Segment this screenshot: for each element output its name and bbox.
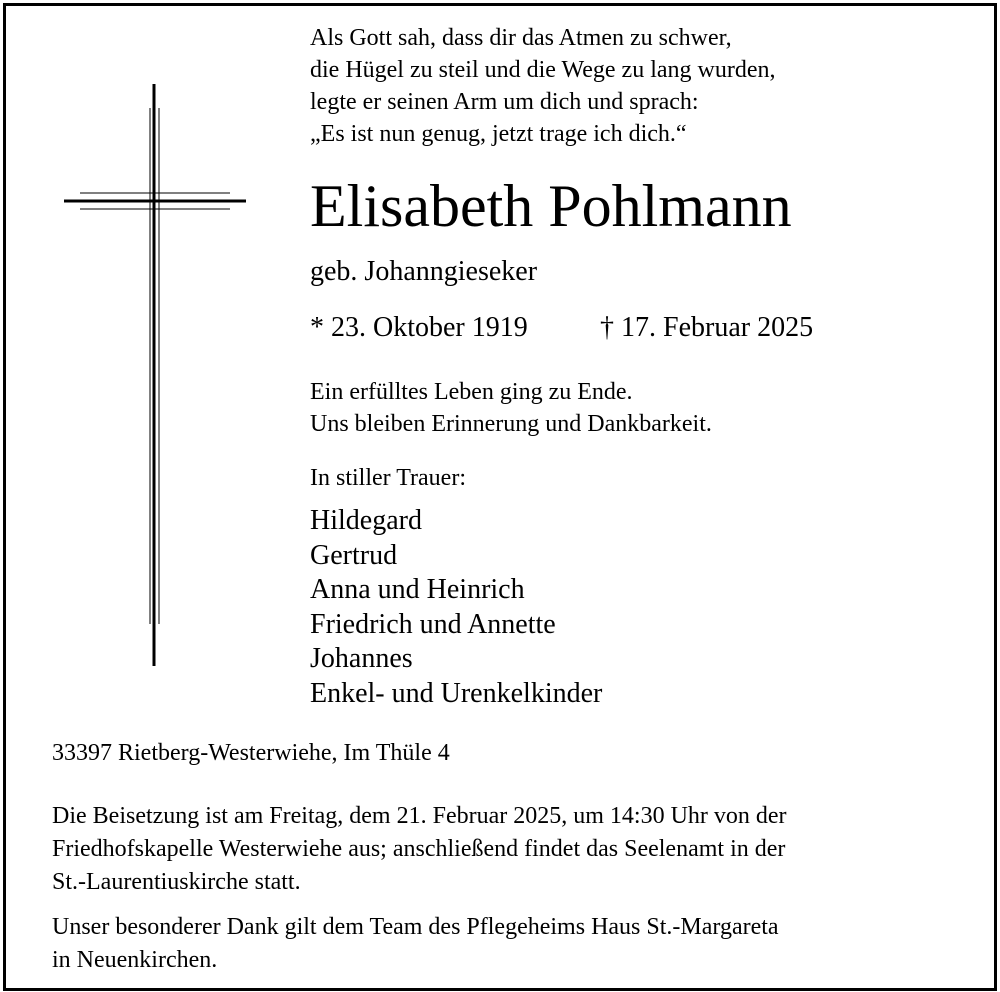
birth-date: * 23. Oktober 1919 [310, 312, 528, 343]
family-list [310, 504, 602, 712]
poem-line: Als Gott sah, dass dir das Atmen zu schwer, [310, 25, 732, 51]
birth-name: geb. Johanngieseker [310, 256, 538, 287]
family-member: Johannes [310, 643, 413, 675]
family-member: Anna und Heinrich [310, 574, 525, 606]
funeral-line: Friedhofskapelle Westerwiehe aus; anschließend findet das Seelenamt in der [52, 836, 786, 862]
thanks-note [52, 911, 779, 977]
poem-line: die Hügel zu steil und die Wege zu lang wurden, [310, 57, 776, 83]
address: 33397 Rietberg-Westerwiehe, Im Thüle 4 [52, 740, 450, 766]
life-text-line: Ein erfülltes Leben ging zu Ende. [310, 379, 633, 405]
family-member: Gertrud [310, 539, 398, 571]
poem [310, 22, 776, 150]
thanks-line: Unser besonderer Dank gilt dem Team des Pflegeheims Haus St.-Margareta [52, 914, 779, 940]
life-text-line: Uns bleiben Erinnerung und Dankbarkeit. [310, 411, 712, 437]
funeral-info [52, 800, 787, 899]
cross-icon [64, 84, 246, 668]
funeral-line: St.-Laurentiuskirche statt. [52, 869, 301, 895]
thanks-line: in Neuenkirchen. [52, 947, 218, 973]
mourning-label: In stiller Trauer: [310, 465, 466, 491]
family-member: Friedrich und Annette [310, 608, 556, 640]
funeral-line: Die Beisetzung ist am Freitag, dem 21. Februar 2025, um 14:30 Uhr von der [52, 803, 787, 829]
family-member: Enkel- und Urenkelkinder [310, 677, 603, 709]
poem-line: „Es ist nun genug, jetzt trage ich dich.“ [310, 121, 687, 147]
death-date: † 17. Februar 2025 [600, 312, 814, 343]
deceased-name: Elisabeth Pohlmann [310, 173, 792, 239]
life-text [310, 376, 712, 440]
poem-line: legte er seinen Arm um dich und sprach: [310, 89, 699, 115]
family-member: Hildegard [310, 505, 422, 536]
